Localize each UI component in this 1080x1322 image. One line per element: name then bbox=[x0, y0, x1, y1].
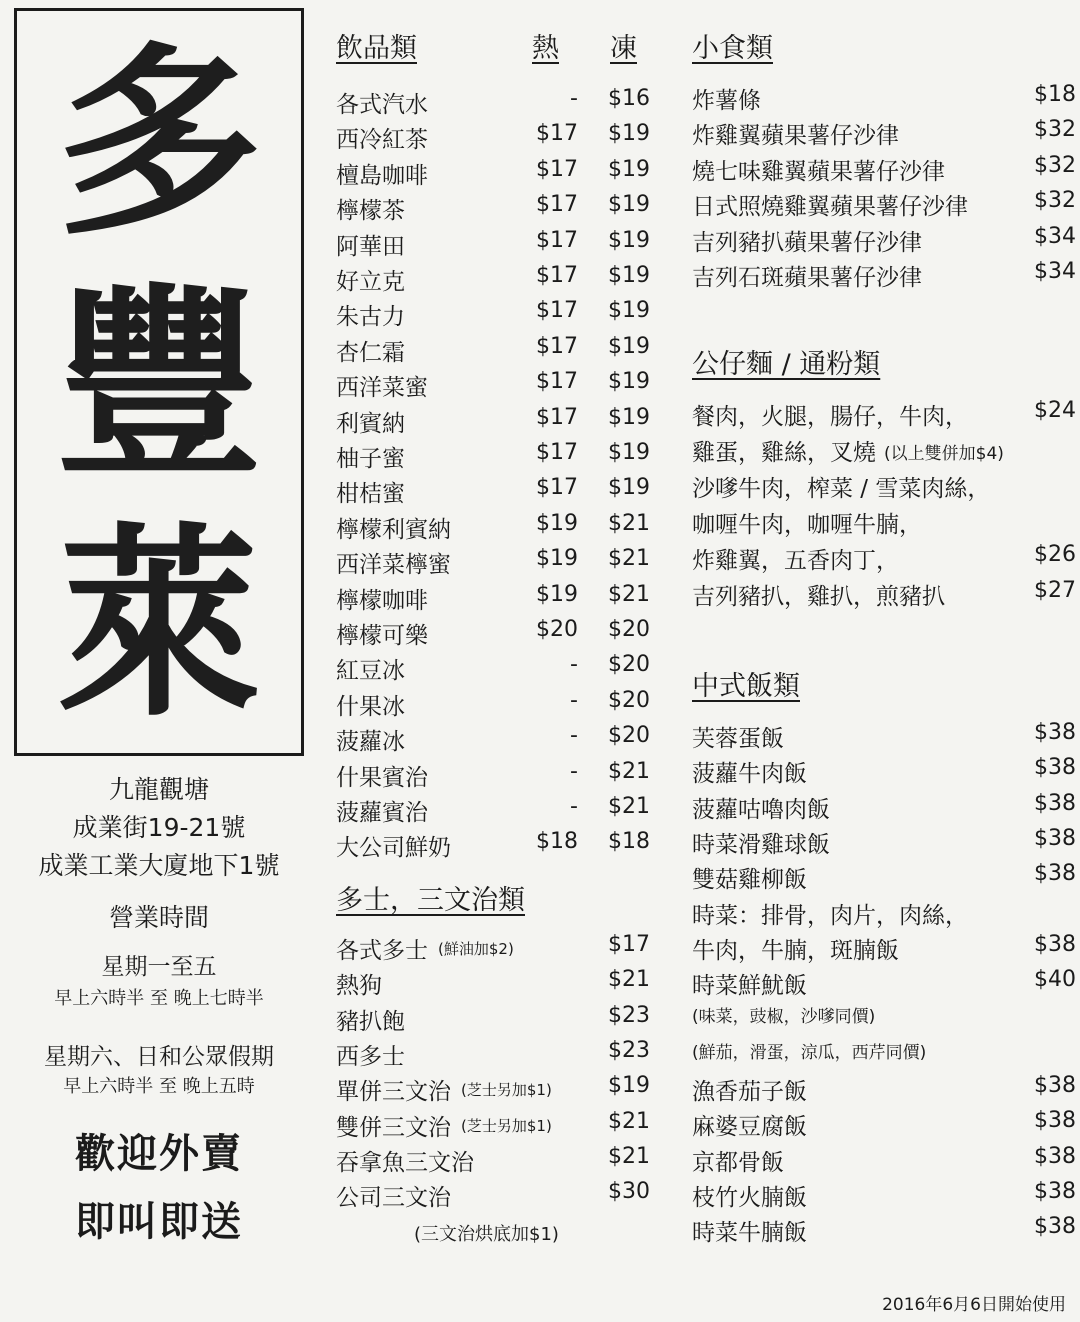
rice-price: $38 bbox=[1034, 1108, 1076, 1134]
weekend-label: 星期六、日和公眾假期 bbox=[44, 1044, 274, 1070]
drink-name: 各式汽水 bbox=[336, 92, 428, 118]
snack-price: $18 bbox=[1034, 82, 1076, 107]
toast-name: 熱狗 bbox=[336, 973, 382, 1000]
drink-hot-price: $17 bbox=[536, 475, 578, 501]
rice-price: $38 bbox=[1034, 790, 1076, 816]
address-line-2: 成業街19-21號 bbox=[72, 813, 246, 842]
drink-cold-price: $16 bbox=[608, 86, 650, 111]
snack-name: 吉列豬扒蘋果薯仔沙律 bbox=[692, 229, 922, 256]
drink-hot-price: $17 bbox=[536, 369, 578, 395]
drink-cold-price: $19 bbox=[608, 192, 650, 218]
drink-cold-price: $19 bbox=[608, 156, 650, 182]
drink-hot-price: $19 bbox=[536, 510, 578, 536]
drink-hot-price: $17 bbox=[536, 227, 578, 253]
drink-hot-price: $17 bbox=[536, 192, 578, 218]
rice-price: $38 bbox=[1034, 1143, 1076, 1169]
drink-name: 紅豆冰 bbox=[336, 658, 405, 685]
noodle-price: $26 bbox=[1034, 542, 1076, 567]
rice-price: $38 bbox=[1034, 1073, 1076, 1098]
drink-name: 柚子蜜 bbox=[336, 446, 405, 472]
drink-cold-price: $19 bbox=[608, 475, 650, 501]
address-line-1: 九龍觀塘 bbox=[108, 775, 209, 804]
rice-line: 時菜：排骨，肉片，肉絲， bbox=[692, 902, 968, 929]
rice-price: $38 bbox=[1034, 755, 1076, 781]
effective-date: 2016年6月6日開始使用 bbox=[882, 1295, 1066, 1315]
snack-price: $32 bbox=[1034, 117, 1076, 143]
drink-hot-price: - bbox=[570, 86, 578, 111]
rice-line: 時菜牛腩飯 bbox=[692, 1220, 807, 1247]
drink-hot-price: $19 bbox=[536, 546, 578, 572]
rice-price: $38 bbox=[1034, 825, 1076, 851]
drink-name: 檸檬利賓納 bbox=[336, 516, 451, 543]
drink-name: 西洋菜檸蜜 bbox=[336, 552, 451, 579]
toast-price: $19 bbox=[608, 1073, 650, 1099]
drink-name: 大公司鮮奶 bbox=[336, 835, 451, 862]
drink-hot-price: $18 bbox=[536, 829, 578, 855]
drink-name: 阿華田 bbox=[336, 233, 405, 260]
drink-name: 朱古力 bbox=[336, 304, 405, 331]
logo-char-2: 豐 bbox=[56, 265, 262, 505]
drink-cold-price: $21 bbox=[608, 794, 650, 819]
rice-line: 時菜鮮魷飯 bbox=[692, 973, 807, 1000]
slogan-delivery: 即叫即送 bbox=[75, 1199, 243, 1245]
rice-line: 時菜滑雞球飯 bbox=[692, 831, 830, 858]
drink-name: 菠蘿冰 bbox=[336, 729, 405, 756]
drink-cold-price: $20 bbox=[608, 687, 650, 713]
logo-char-1: 多 bbox=[56, 23, 262, 263]
logo-char-3: 萊 bbox=[56, 505, 262, 745]
toast-price: $21 bbox=[608, 1108, 650, 1134]
rice-line: 菠蘿咕嚕肉飯 bbox=[692, 796, 830, 823]
snack-price: $32 bbox=[1034, 188, 1076, 214]
drink-name: 柑桔蜜 bbox=[336, 481, 405, 508]
noodle-line: 咖喱牛肉，咖喱牛腩， bbox=[692, 512, 922, 538]
rice-line: 漁香茄子飯 bbox=[692, 1079, 807, 1105]
snack-price: $34 bbox=[1034, 259, 1076, 284]
rice-line: 枝竹火腩飯 bbox=[692, 1184, 807, 1211]
drink-cold-price: $21 bbox=[608, 581, 650, 607]
toast-name: 公司三文治 bbox=[336, 1185, 451, 1212]
slogan-takeaway: 歡迎外賣 bbox=[75, 1131, 243, 1177]
weekday-label: 星期一至五 bbox=[101, 954, 217, 980]
snack-name: 炸雞翼蘋果薯仔沙律 bbox=[692, 123, 899, 150]
drink-hot-price: $17 bbox=[536, 121, 578, 147]
toast-name: 豬扒飽 bbox=[336, 1008, 405, 1035]
snack-name: 吉列石斑蘋果薯仔沙律 bbox=[692, 265, 922, 291]
snack-name: 燒七味雞翼蘋果薯仔沙律 bbox=[692, 158, 945, 185]
rice-price: $38 bbox=[1034, 1178, 1076, 1204]
drink-hot-price: - bbox=[570, 723, 578, 749]
drink-cold-price: $21 bbox=[608, 510, 650, 536]
toast-name: 單併三文治 bbox=[336, 1079, 451, 1106]
rice-line: (鮮茄，滑蛋，涼瓜，西芹同價) bbox=[692, 1042, 927, 1063]
noodle-line: 炸雞翼，五香肉丁， bbox=[692, 548, 899, 574]
rice-line: 牛肉，牛腩，斑腩飯 bbox=[692, 937, 899, 964]
rice-price: $38 bbox=[1034, 861, 1076, 887]
address-line-3: 成業工業大廈地下1號 bbox=[38, 851, 280, 880]
toast-note: (芝士另加$1) bbox=[461, 1081, 552, 1100]
toast-name: 西多士 bbox=[336, 1043, 405, 1070]
noodle-line: 吉列豬扒，雞扒，煎豬扒 bbox=[692, 584, 945, 610]
drink-cold-price: $19 bbox=[608, 404, 650, 430]
drink-cold-price: $19 bbox=[608, 298, 650, 324]
noodle-line: 雞蛋，雞絲，叉燒 bbox=[692, 440, 876, 466]
rice-price: $38 bbox=[1034, 931, 1076, 957]
drink-hot-price: - bbox=[570, 758, 578, 784]
noodle-line: 餐肉，火腿，腸仔，牛肉， bbox=[692, 404, 968, 430]
drink-hot-price: - bbox=[570, 794, 578, 819]
drink-hot-price: $17 bbox=[536, 156, 578, 182]
toast-price: $17 bbox=[608, 932, 650, 957]
rice-price: $38 bbox=[1034, 1214, 1076, 1240]
drink-cold-price: $20 bbox=[608, 617, 650, 642]
toast-price: $23 bbox=[608, 1002, 650, 1028]
drink-hot-price: $20 bbox=[536, 617, 578, 642]
toast-name: 雙併三文治 bbox=[336, 1114, 451, 1141]
rice-price: $38 bbox=[1034, 720, 1076, 745]
drink-hot-price: $19 bbox=[536, 581, 578, 607]
drink-cold-price: $21 bbox=[608, 546, 650, 572]
noodle-price: $24 bbox=[1034, 398, 1076, 423]
rice-section-title: 中式飯類 bbox=[692, 671, 800, 702]
snack-price: $32 bbox=[1034, 152, 1076, 178]
drink-cold-price: $19 bbox=[608, 227, 650, 253]
toast-section-title: 多士，三文治類 bbox=[336, 885, 525, 916]
toast-price: $21 bbox=[608, 967, 650, 993]
drink-name: 什果賓治 bbox=[336, 764, 428, 791]
snack-name: 炸薯條 bbox=[692, 88, 761, 114]
drink-name: 西冷紅茶 bbox=[336, 127, 428, 154]
toast-name: 吞拿魚三文治 bbox=[336, 1149, 474, 1176]
hours-title: 營業時間 bbox=[108, 903, 209, 932]
drink-name: 檸檬可樂 bbox=[336, 623, 428, 649]
drink-name: 什果冰 bbox=[336, 693, 405, 720]
drink-cold-price: $19 bbox=[608, 369, 650, 395]
drink-cold-price: $19 bbox=[608, 333, 650, 359]
drink-cold-price: $20 bbox=[608, 652, 650, 678]
toast-price: $30 bbox=[608, 1179, 650, 1205]
toast-note: (芝士另加$1) bbox=[461, 1116, 552, 1135]
drink-hot-price: $17 bbox=[536, 298, 578, 324]
drink-name: 西洋菜蜜 bbox=[336, 375, 428, 402]
restaurant-logo bbox=[14, 8, 304, 756]
weekday-time: 早上六時半 至 晚上七時半 bbox=[54, 988, 264, 1009]
toast-price: $21 bbox=[608, 1143, 650, 1169]
noodles-section-title: 公仔麵 / 通粉類 bbox=[692, 349, 881, 380]
noodle-price: $27 bbox=[1034, 578, 1076, 603]
drink-hot-price: - bbox=[570, 687, 578, 713]
cold-column-label: 凍 bbox=[610, 33, 637, 64]
rice-line: 菠蘿牛肉飯 bbox=[692, 761, 807, 788]
drink-hot-price: $17 bbox=[536, 440, 578, 465]
drink-cold-price: $18 bbox=[608, 829, 650, 855]
drink-cold-price: $21 bbox=[608, 758, 650, 784]
snacks-section-title: 小食類 bbox=[692, 33, 773, 64]
rice-line: 京都骨飯 bbox=[692, 1149, 784, 1176]
drinks-section-title: 飲品類 bbox=[336, 33, 417, 64]
noodle-note: (以上雙併加$4) bbox=[884, 444, 1004, 464]
snack-name: 日式照燒雞翼蘋果薯仔沙律 bbox=[692, 194, 968, 221]
drink-hot-price: - bbox=[570, 652, 578, 678]
drink-name: 利賓納 bbox=[336, 410, 405, 437]
rice-line: 芙蓉蛋飯 bbox=[692, 726, 784, 752]
drink-name: 菠蘿賓治 bbox=[336, 800, 428, 826]
toast-footnote: (三文治烘底加$1) bbox=[414, 1224, 559, 1245]
drink-cold-price: $19 bbox=[608, 440, 650, 465]
drink-cold-price: $19 bbox=[608, 121, 650, 147]
drink-cold-price: $20 bbox=[608, 723, 650, 749]
drink-name: 杏仁霜 bbox=[336, 339, 405, 366]
noodle-line: 沙嗲牛肉，榨菜 / 雪菜肉絲， bbox=[692, 476, 991, 502]
drink-hot-price: $17 bbox=[536, 263, 578, 288]
drink-name: 檸檬茶 bbox=[336, 198, 405, 225]
snack-price: $34 bbox=[1034, 223, 1076, 249]
drink-cold-price: $19 bbox=[608, 263, 650, 288]
rice-line: (味菜，豉椒，沙嗲同價) bbox=[692, 1007, 876, 1028]
toast-name: 各式多士 bbox=[336, 938, 428, 964]
drink-name: 好立克 bbox=[336, 269, 405, 295]
rice-line: 雙菇雞柳飯 bbox=[692, 867, 807, 894]
drink-name: 檀島咖啡 bbox=[336, 162, 428, 189]
drink-name: 檸檬咖啡 bbox=[336, 587, 428, 614]
toast-note: (鮮油加$2) bbox=[438, 940, 514, 958]
drink-hot-price: $17 bbox=[536, 404, 578, 430]
weekend-time: 早上六時半 至 晚上五時 bbox=[63, 1076, 255, 1097]
hot-column-label: 熱 bbox=[532, 33, 559, 64]
drink-hot-price: $17 bbox=[536, 333, 578, 359]
toast-price: $23 bbox=[608, 1037, 650, 1063]
rice-price: $40 bbox=[1034, 967, 1076, 993]
rice-line: 麻婆豆腐飯 bbox=[692, 1114, 807, 1141]
